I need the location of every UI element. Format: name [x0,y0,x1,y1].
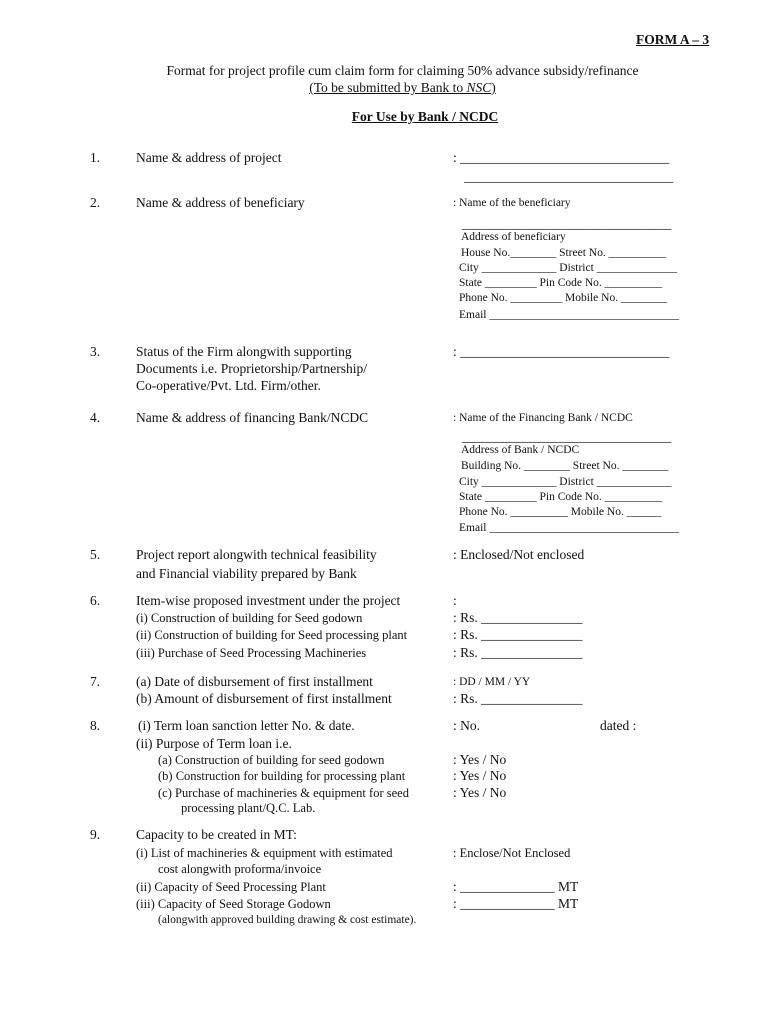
item-8-value-a[interactable]: : Yes / No [453,752,507,767]
bank-phone-mobile[interactable]: Phone No. __________ Mobile No. ______ [459,506,662,518]
item-5-label-line-2: and Financial viability prepared by Bank [136,566,357,581]
item-8-sub-c-line-1: (c) Purchase of machineries & equipment for seed [158,786,409,800]
form-subtitle [0,80,770,96]
item-1-label: Name & address of project [136,150,282,165]
item-6-sub-1: (i) Construction of building for Seed godown [136,611,363,625]
item-1-value-line-2[interactable]: _______________________________ [464,169,674,184]
bank-city-district[interactable]: City _____________ District _____________ [459,476,672,488]
item-2-number: 2. [90,195,101,210]
item-9-value-ii[interactable]: : ______________ MT [453,879,579,894]
item-3-value[interactable]: : _______________________________ [453,344,670,359]
item-9-sub-iii-note: (alongwith approved building drawing & cost estimate). [158,914,417,926]
item-7-number: 7. [90,674,101,689]
item-1-number: 1. [90,150,101,165]
item-8-sub-ii: (ii) Purpose of Term loan i.e. [136,736,292,751]
subtitle-pre: (To be submitted by Bank to [309,80,467,95]
item-3-number: 3. [90,344,101,359]
item-8-sub-i: (i) Term loan sanction letter No. & date. [138,718,355,733]
bank-building-street[interactable]: Building No. ________ Street No. ________ [461,460,669,472]
item-3-label-line-1: Status of the Firm alongwith supporting [136,344,352,359]
item-3-label-line-2: Documents i.e. Proprietorship/Partnership/ [136,361,367,376]
item-6-label: Item-wise proposed investment under the project [136,593,401,608]
item-1-value-line-1[interactable]: : _______________________________ [453,150,670,165]
item-6-number: 6. [90,593,101,608]
beneficiary-state-pin[interactable]: State _________ Pin Code No. __________ [459,277,663,289]
item-9-label: Capacity to be created in MT: [136,827,297,842]
item-8-value-b[interactable]: : Yes / No [453,768,507,783]
item-7-value-amount[interactable]: : Rs. _______________ [453,691,583,706]
beneficiary-name-field[interactable]: : Name of the beneficiary [453,197,571,209]
item-3-label-line-3: Co-operative/Pvt. Ltd. Firm/other. [136,378,321,393]
subtitle-em: NSC [466,80,492,95]
subtitle-post: ) [491,80,496,95]
item-8-value-c[interactable]: : Yes / No [453,785,507,800]
item-9-value-iii[interactable]: : ______________ MT [453,896,579,911]
item-6-value-1[interactable]: : Rs. _______________ [453,610,583,625]
bank-address-label: Address of Bank / NCDC [461,444,580,456]
item-2-label: Name & address of beneficiary [136,195,305,210]
item-9-sub-ii: (ii) Capacity of Seed Processing Plant [136,880,326,894]
item-7-sub-a: (a) Date of disbursement of first installment [136,674,373,689]
item-8-number: 8. [90,718,101,733]
item-6-colon: : [453,593,457,608]
item-5-label-line-1: Project report alongwith technical feasibility [136,547,377,562]
form-id: FORM A – 3 [636,32,710,47]
beneficiary-phone-mobile[interactable]: Phone No. _________ Mobile No. ________ [459,292,667,304]
beneficiary-name-line[interactable]: _______________________________ [462,216,672,231]
item-6-value-3[interactable]: : Rs. _______________ [453,645,583,660]
form-title: Format for project profile cum claim form for claiming 50% advance subsidy/refinance [166,63,639,78]
beneficiary-email[interactable]: Email _________________________________ [459,309,680,321]
item-4-number: 4. [90,410,101,425]
bank-name-field[interactable]: : Name of the Financing Bank / NCDC [453,412,633,424]
item-8-sub-c-line-2: processing plant/Q.C. Lab. [181,801,316,815]
item-9-sub-i-line-2: cost alongwith proforma/invoice [158,862,322,876]
item-6-sub-2: (ii) Construction of building for Seed processing plant [136,628,408,642]
bank-name-line[interactable]: _______________________________ [462,429,672,444]
item-9-sub-iii: (iii) Capacity of Seed Storage Godown [136,897,331,911]
item-9-sub-i-line-1: (i) List of machineries & equipment with estimated [136,846,393,860]
item-8-sub-b: (b) Construction for building for processing plant [158,769,406,783]
item-8-value-no[interactable]: : No. [453,718,480,733]
beneficiary-address-label: Address of beneficiary [461,231,566,243]
item-5-value[interactable]: : Enclosed/Not enclosed [453,547,585,562]
item-6-value-2[interactable]: : Rs. _______________ [453,627,583,642]
item-7-sub-b: (b) Amount of disbursement of first installment [136,691,392,706]
item-7-value-date[interactable]: : DD / MM / YY [453,676,531,688]
item-5-number: 5. [90,547,101,562]
item-6-sub-3: (iii) Purchase of Seed Processing Machineries [136,646,367,660]
beneficiary-house-street[interactable]: House No.________ Street No. __________ [461,247,667,259]
item-8-dated[interactable]: dated : [600,718,637,733]
bank-state-pin[interactable]: State _________ Pin Code No. __________ [459,491,663,503]
use-line: For Use by Bank / NCDC [351,109,499,124]
item-8-sub-a: (a) Construction of building for seed godown [158,753,385,767]
item-4-label: Name & address of financing Bank/NCDC [136,410,369,425]
beneficiary-city-district[interactable]: City _____________ District ______________ [459,262,678,274]
item-9-number: 9. [90,827,101,842]
item-9-value-i[interactable]: : Enclose/Not Enclosed [453,846,571,860]
bank-email[interactable]: Email _________________________________ [459,522,680,534]
